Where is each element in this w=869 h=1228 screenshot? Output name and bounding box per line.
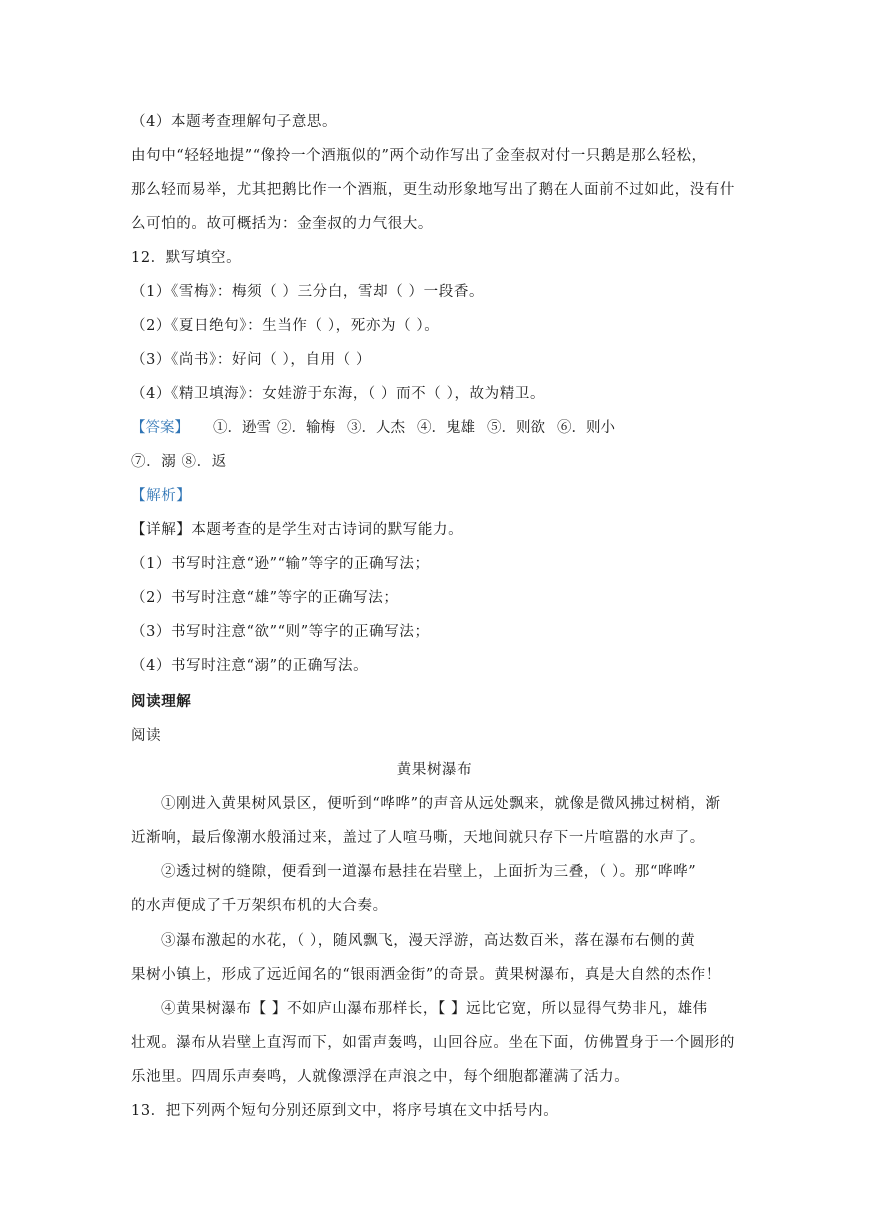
section-title: 阅读理解 xyxy=(131,693,192,710)
q11-part4-line-2: 那么轻而易举，尤其把鹅比作一个酒瓶，更生动形象地写出了鹅在人面前不过如此，没有什 xyxy=(131,182,735,198)
passage-line: 壮观。瀑布从岩壁上直泻而下，如雷声轰鸣，山回谷应。坐在下面，仿佛置身于一个圆形的 xyxy=(131,1035,735,1051)
passage-line: 近渐响，最后像潮水般涌过来，盖过了人喧马嘶，天地间就只存下一片喧嚣的水声了。 xyxy=(131,830,705,846)
detail-text: 【详解】本题考查的是学生对古诗词的默写能力。 xyxy=(131,522,464,538)
q11-part4-heading: （4）本题考查理解句子意思。 xyxy=(131,114,338,130)
reading-instruction: 阅读 xyxy=(131,728,162,744)
q12-item-2: （2）《夏日绝句》：生当作（ ），死亦为（ ）。 xyxy=(131,318,440,334)
q12-item-4: （4）《精卫填海》：女娃游于东海，（ ）而不（ ），故为精卫。 xyxy=(131,386,546,402)
analysis-label: 【解析】 xyxy=(131,488,192,504)
answer-item: ③．人杰 xyxy=(347,420,405,436)
q12-title: 12．默写填空。 xyxy=(131,250,242,266)
note-3: （3）书写时注意“欲”“则”等字的正确写法； xyxy=(131,624,430,640)
q11-part4-line-3: 么可怕的。故可概括为：金奎叔的力气很大。 xyxy=(131,216,433,232)
passage-line: 的水声便成了千万架织布机的大合奏。 xyxy=(131,898,388,914)
answer-item: ②．输梅 xyxy=(277,420,335,436)
note-2: （2）书写时注意“雄”等字的正确写法； xyxy=(131,590,399,606)
q12-answer-row xyxy=(131,418,741,438)
passage-line: ①刚进入黄果树风景区，便听到“哗哗”的声音从远处飘来，就像是微风拂过树梢，渐 xyxy=(161,796,721,812)
note-4: （4）书写时注意“溺”的正确写法。 xyxy=(131,658,369,674)
answer-item: ⑤．则欲 xyxy=(487,420,545,436)
note-1: （1）书写时注意“逊”“输”等字的正确写法； xyxy=(131,556,430,572)
passage-line: ③瀑布激起的水花，（ ），随风飘飞，漫天浮游，高达数百米，落在瀑布右侧的黄 xyxy=(161,933,696,949)
passage-line: 果树小镇上，形成了远近闻名的“银雨洒金街”的奇景。黄果树瀑布，真是大自然的杰作！ xyxy=(131,967,721,983)
q12-item-3: （3）《尚书》：好问（ ），自用（ ） xyxy=(131,352,372,368)
answer-item: ④．鬼雄 xyxy=(417,420,475,436)
q12-item-1: （1）《雪梅》：梅须（ ）三分白，雪却（ ）一段香。 xyxy=(131,284,485,300)
passage-line: ④黄果树瀑布【 】不如庐山瀑布那样长，【 】远比它宽，所以显得气势非凡，雄伟 xyxy=(161,1001,708,1017)
passage-title: 黄果树瀑布 xyxy=(396,762,473,778)
answer-item: ①．逊雪 xyxy=(213,420,271,436)
answer-label: 【答案】 xyxy=(131,420,189,436)
passage-line: ②透过树的缝隙，便看到一道瀑布悬挂在岩壁上，上面折为三叠，（ ）。那“哗哗” xyxy=(161,864,697,880)
q12-answer-row-2: ⑦．溺 ⑧．返 xyxy=(131,454,227,470)
q11-part4-line-1: 由句中“轻轻地提”“像拎一个酒瓶似的”两个动作写出了金奎叔对付一只鹅是那么轻松， xyxy=(131,148,707,164)
passage-line: 乐池里。四周乐声奏鸣，人就像漂浮在声浪之中，每个细胞都灌满了活力。 xyxy=(131,1069,630,1085)
answer-item: ⑥．则小 xyxy=(557,420,615,436)
q13-title: 13．把下列两个短句分别还原到文中，将序号填在文中括号内。 xyxy=(131,1103,559,1119)
